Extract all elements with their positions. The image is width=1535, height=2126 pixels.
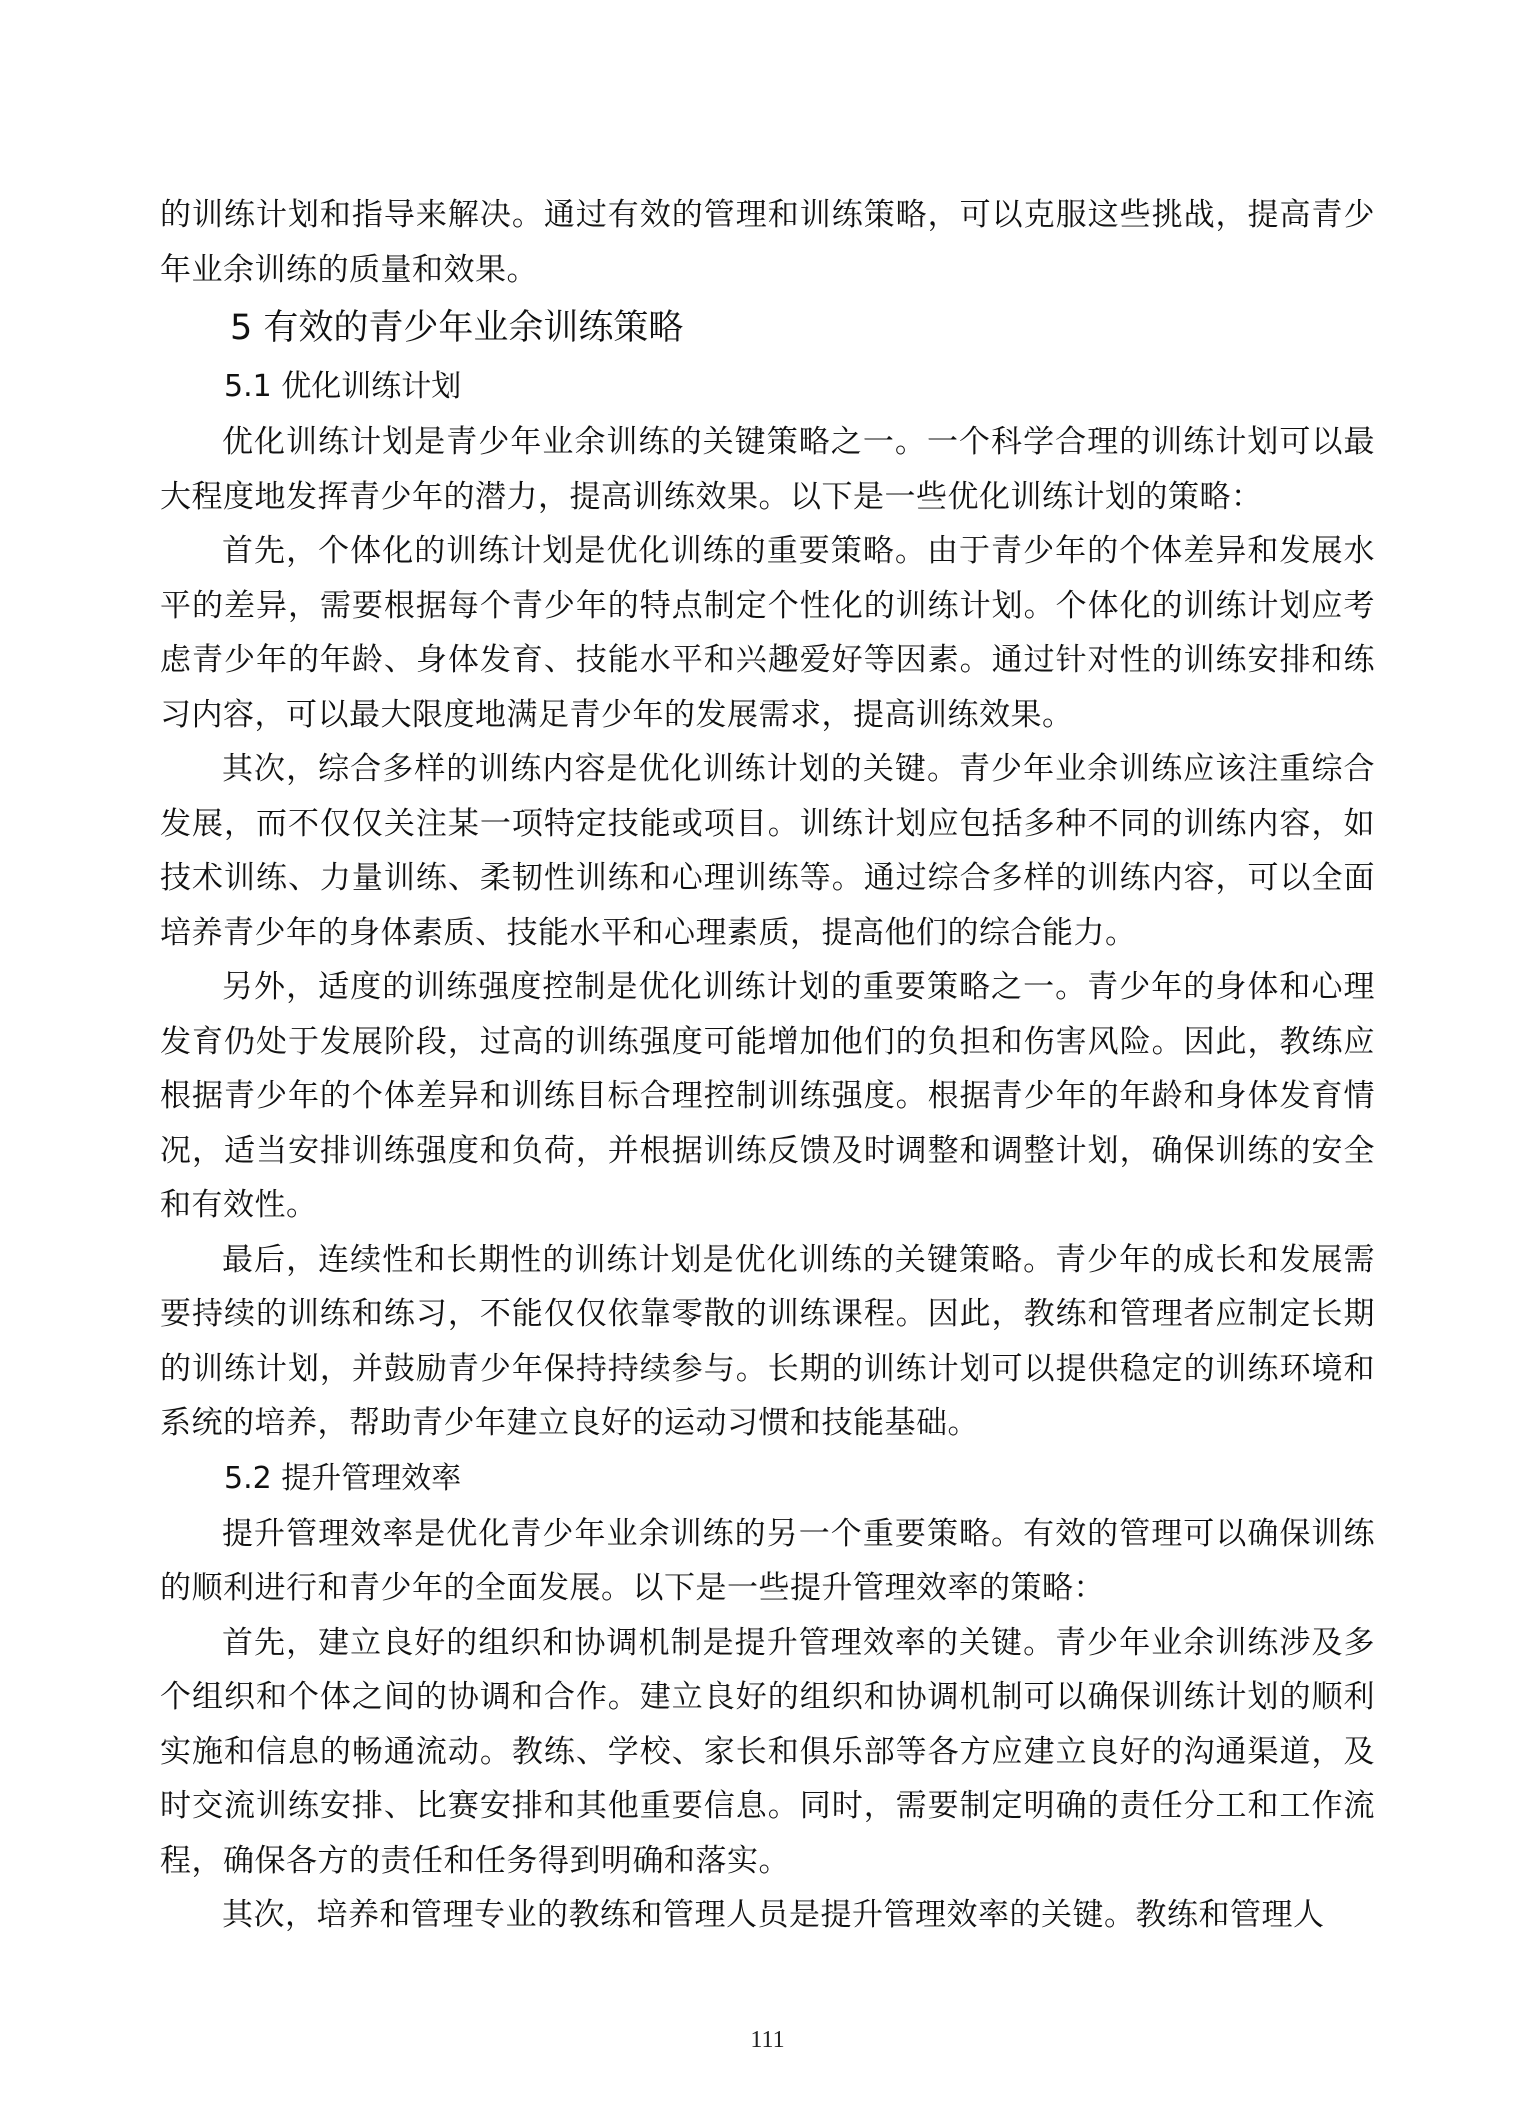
paragraph: 其次，综合多样的训练内容是优化训练计划的关键。青少年业余训练应该注重综合发展，而不仅仅关注某一项特定技能或项目。训练计划应包括多种不同的训练内容，如技术训练、力量训练、柔韧性训练和心理训练等。通过综合多样的训练内容，可以全面培养青少年的身体素质、技能水平和心理素质，提高他们的综合能力。 [160, 751, 1375, 951]
paragraph: 另外，适度的训练强度控制是优化训练计划的重要策略之一。青少年的身体和心理发育仍处于发展阶段，过高的训练强度可能增加他们的负担和伤害风险。因此，教练应根据青少年的个体差异和训练目标合理控制训练强度。根据青少年的年龄和身体发育情况，适当安排训练强度和负荷，并根据训练反馈及时调整和调整计划，确保训练的安全和有效性。 [160, 969, 1375, 1223]
paragraph: 首先，建立良好的组织和协调机制是提升管理效率的关键。青少年业余训练涉及多个组织和个体之间的协调和合作。建立良好的组织和协调机制可以确保训练计划的顺利实施和信息的畅通流动。教练、学校、家长和俱乐部等各方应建立良好的沟通渠道，及时交流训练安排、比赛安排和其他重要信息。同时，需要制定明确的责任分工和工作流程，确保各方的责任和任务得到明确和落实。 [160, 1624, 1375, 1879]
subsection-5-2-heading: 5.2 提升管理效率 [224, 1460, 462, 1496]
intro-paragraph: 的训练计划和指导来解决。通过有效的管理和训练策略，可以克服这些挑战，提高青少年业余训练的质量和效果。 [160, 197, 1375, 288]
paragraph: 最后，连续性和长期性的训练计划是优化训练的关键策略。青少年的成长和发展需要持续的训练和练习，不能仅仅依靠零散的训练课程。因此，教练和管理者应制定长期的训练计划，并鼓励青少年保持持续参与。长期的训练计划可以提供稳定的训练环境和系统的培养，帮助青少年建立良好的运动习惯和技能基础。 [160, 1241, 1375, 1441]
paragraph: 首先，个体化的训练计划是优化训练的重要策略。由于青少年的个体差异和发展水平的差异，需要根据每个青少年的特点制定个性化的训练计划。个体化的训练计划应考虑青少年的年龄、身体发育、技能水平和兴趣爱好等因素。通过针对性的训练安排和练习内容，可以最大限度地满足青少年的发展需求，提高训练效果。 [160, 533, 1375, 733]
page-body [160, 188, 1375, 1943]
paragraph: 优化训练计划是青少年业余训练的关键策略之一。一个科学合理的训练计划可以最大程度地发挥青少年的潜力，提高训练效果。以下是一些优化训练计划的策略： [160, 424, 1375, 515]
paragraph: 其次，培养和管理专业的教练和管理人员是提升管理效率的关键。教练和管理人 [222, 1897, 1325, 1933]
section-5-heading: 5 有效的青少年业余训练策略 [230, 308, 684, 348]
page-number: 111 [750, 2027, 785, 2053]
paragraph: 提升管理效率是优化青少年业余训练的另一个重要策略。有效的管理可以确保训练的顺利进行和青少年的全面发展。以下是一些提升管理效率的策略： [160, 1515, 1375, 1606]
subsection-5-1-heading: 5.1 优化训练计划 [224, 369, 462, 404]
